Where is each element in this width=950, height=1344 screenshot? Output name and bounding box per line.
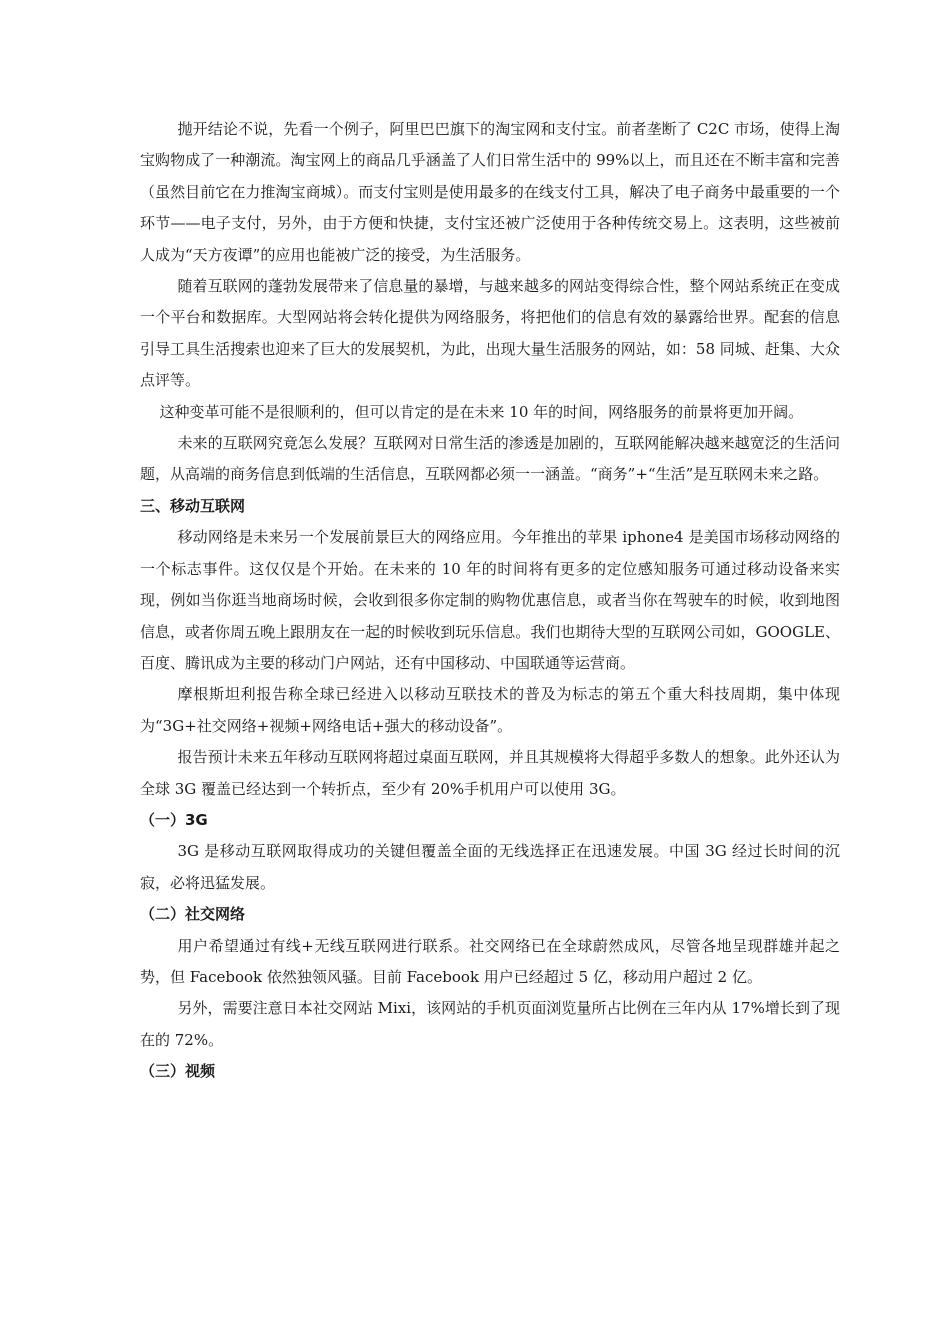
subheading-video: （三）视频 [140,1062,216,1081]
paragraph-morgan-stanley: 摩根斯坦利报告称全球已经进入以移动互联技术的普及为标志的第五个重大科技周期，集中体现为“3G+社交网络+视频+网络电话+强大的移动设备”。 [140,685,840,735]
paragraph-mixi: 另外，需要注意日本社交网站 Mixi，该网站的手机页面浏览量所占比例在三年内从 17%增长到了现在的 72%。 [140,999,840,1049]
paragraph-3g: 3G 是移动互联网取得成功的关键但覆盖全面的无线选择正在迅速发展。中国 3G 经过长时间的沉寂，必将迅猛发展。 [140,842,840,892]
subheading-social-network: （二）社交网络 [140,905,246,924]
paragraph-internet-growth: 随着互联网的蓬勃发展带来了信息量的暴增，与越来越多的网站变得综合性，整个网站系统正在变成一个平台和数据库。大型网站将会转化提供为网络服务，将把他们的信息有效的暴露给世界。配套的信息引导工具生活搜索也迎来了巨大的发展契机，为此，出现大量生活服务的网站，如：58 同城、赶集、大众点评等。 [140,277,840,390]
subheading-3g: （一）3G [140,810,208,829]
paragraph-future-services: 这种变革可能不是很顺利的，但可以肯定的是在未来 10 年的时间，网络服务的前景将更加开阔。 [159,402,804,421]
paragraph-facebook: 用户希望通过有线+无线互联网进行联系。社交网络已在全球蔚然成风，尽管各地呈现群雄并起之势，但 Facebook 依然独领风骚。目前 Facebook 用户已经超过 5 亿，移动用户超过 2 亿。 [140,936,840,986]
document-body [140,114,840,1088]
paragraph-mobile-network: 移动网络是未来另一个发展前景巨大的网络应用。今年推出的苹果 iphone4 是美国市场移动网络的一个标志事件。这仅仅是个开始。在未来的 10 年的时间将有更多的定位感知服务可通过移动设备来实现，例如当你逛当地商场时候，会收到很多你定制的购物优惠信息，或者当你在驾驶车的时候，收到地图信息，或者你周五晚上跟朋友在一起的时候收到玩乐信息。我们也期待大型的互联网公司如，GOOGLE、百度、腾讯成为主要的移动门户网站，还有中国移动、中国联通等运营商。 [140,528,840,672]
paragraph-report-forecast: 报告预计未来五年移动互联网将超过桌面互联网，并且其规模将大得超乎多数人的想象。此外还认为全球 3G 覆盖已经达到一个转折点，至少有 20%手机用户可以使用 3G。 [140,748,840,798]
section-heading-mobile-internet: 三、移动互联网 [140,496,246,515]
paragraph-internet-future: 未来的互联网究竟怎么发展？互联网对日常生活的渗透是加剧的，互联网能解决越来越宽泛的生活问题，从高端的商务信息到低端的生活信息，互联网都必须一一涵盖。“商务”+“生活”是互联网未来之路。 [140,434,840,484]
paragraph-taobao-alipay: 抛开结论不说，先看一个例子，阿里巴巴旗下的淘宝网和支付宝。前者垄断了 C2C 市场，使得上淘宝购物成了一种潮流。淘宝网上的商品几乎涵盖了人们日常生活中的 99%以上，而且还在不断丰富和完善（虽然目前它在力推淘宝商城）。而支付宝则是使用最多的在线支付工具，解决了电子商务中最重要的一个环节——电子支付，另外，由于方便和快捷，支付宝还被广泛使用于各种传统交易上。这表明，这些被前人成为“天方夜谭”的应用也能被广泛的接受，为生活服务。 [140,120,840,264]
